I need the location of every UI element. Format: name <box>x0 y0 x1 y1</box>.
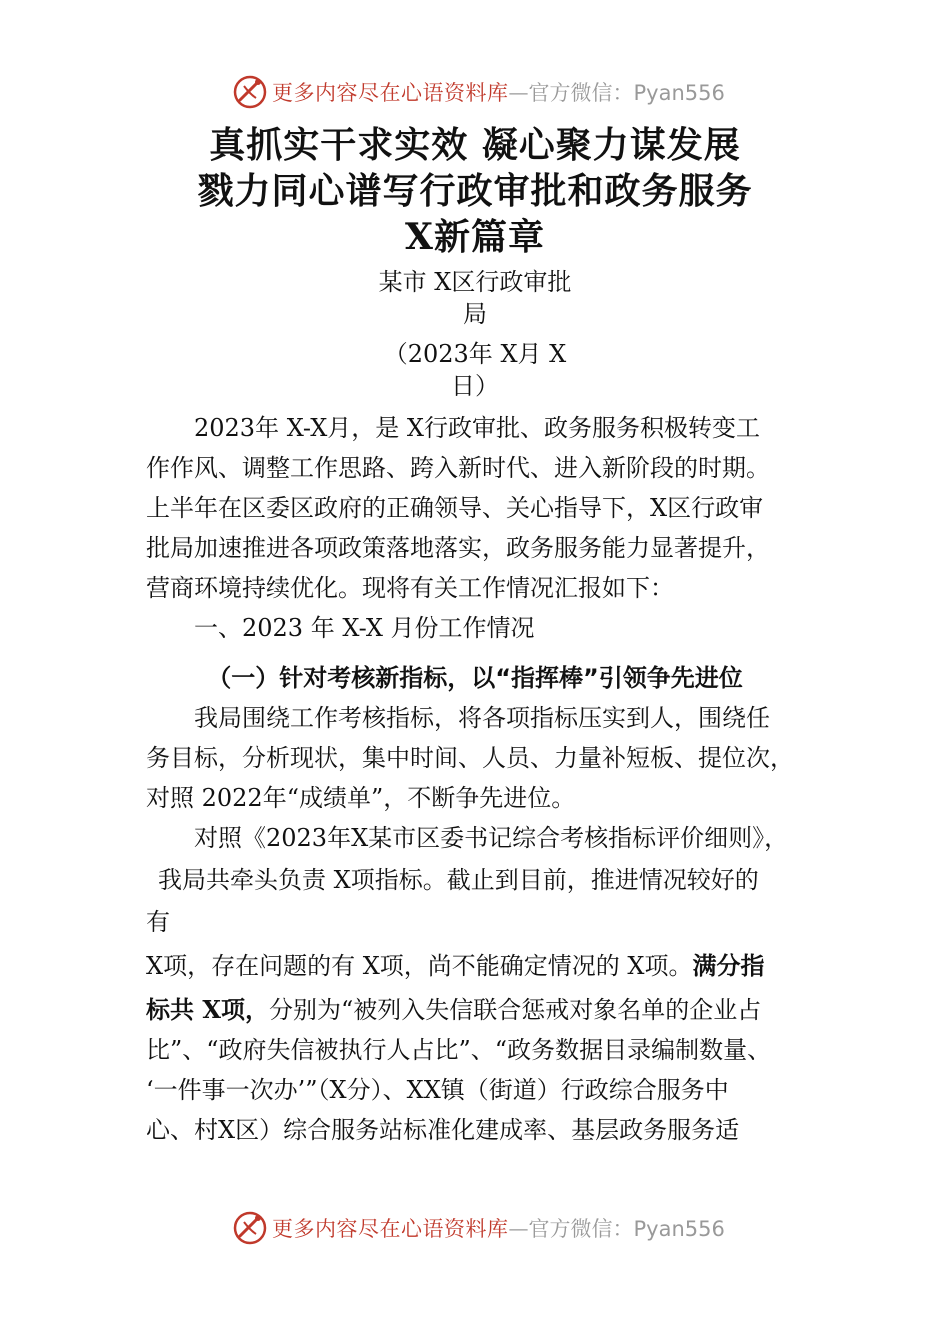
author-line-1: 某市 X区行政审批 <box>378 268 572 296</box>
title-line-3: X新篇章 <box>405 216 545 258</box>
author-line-2: 局 <box>463 300 487 328</box>
date-line-2: 日） <box>451 372 499 400</box>
date-line-1: （2023年 X月 X <box>383 340 567 368</box>
watermark-brand-text: 更多内容尽在心语资料库 <box>272 1217 509 1241</box>
title-line-1: 真抓实干求实效 凝心聚力谋发展 <box>209 124 741 166</box>
intro-line-1: 2023年 X-X月，是 X行政审批、政务服务积极转变工 <box>194 414 760 442</box>
watermark-wechat: 官方微信：Pyan556 <box>528 81 725 105</box>
para2-line-6: 比”、“政府失信被执行人占比”、“政务数据目录编制数量、 <box>146 1036 772 1064</box>
brand-logo-icon <box>232 1210 268 1246</box>
para2-line-7: ‘一件事一次办’”（X分）、XX镇（街道）行政综合服务中 <box>146 1076 729 1104</box>
subsection-heading-1: （一）针对考核新指标，以“指挥棒”引领争先进位 <box>207 664 743 692</box>
para1-line-1: 我局围绕工作考核指标，将各项指标压实到人，围绕任 <box>194 704 770 732</box>
para1-line-2: 务目标，分析现状，集中时间、人员、力量补短板、提位次， <box>146 744 794 772</box>
para2-line-2: 我局共牵头负责 X项指标。截止到目前，推进情况较好的 <box>158 866 759 894</box>
watermark-banner-bottom <box>0 1208 950 1248</box>
para2-line-4-bold: 满分指 <box>692 951 765 980</box>
para2-line-3: 有 <box>146 908 170 936</box>
para2-line-4 <box>146 948 765 984</box>
intro-line-5: 营商环境持续优化。现将有关工作情况汇报如下： <box>146 574 674 602</box>
para2-line-5-bold: 标共 X项， <box>146 995 269 1024</box>
watermark-wechat: 官方微信：Pyan556 <box>528 1217 725 1241</box>
title-line-2: 戮力同心谱写行政审批和政务服务 <box>197 170 753 212</box>
watermark-dash: — <box>508 1216 529 1240</box>
para2-line-4-normal: X项，存在问题的有 X项，尚不能确定情况的 X项。 <box>146 952 693 980</box>
intro-line-4: 批局加速推进各项政策落地落实，政务服务能力显著提升， <box>146 534 770 562</box>
para1-line-3: 对照 2022年“成绩单”，不断争先进位。 <box>146 784 576 812</box>
intro-line-3: 上半年在区委区政府的正确领导、关心指导下，X区行政审 <box>146 494 764 522</box>
para2-line-1: 对照《2023年X某市区委书记综合考核指标评价细则》， <box>194 824 789 852</box>
para2-line-8: 心、村X区）综合服务站标准化建成率、基层政务服务适 <box>146 1116 740 1144</box>
section-heading-1: 一、2023 年 X-X 月份工作情况 <box>194 614 535 642</box>
intro-line-2: 作作风、调整工作思路、跨入新时代、进入新阶段的时期。 <box>146 454 770 482</box>
brand-logo-icon <box>232 74 268 110</box>
watermark-banner-top <box>0 72 950 112</box>
para2-line-5-normal: 分别为“被列入失信联合惩戒对象名单的企业占 <box>268 996 762 1024</box>
para2-line-5 <box>146 992 761 1028</box>
watermark-brand-text: 更多内容尽在心语资料库 <box>272 81 509 105</box>
watermark-dash: — <box>508 80 529 104</box>
